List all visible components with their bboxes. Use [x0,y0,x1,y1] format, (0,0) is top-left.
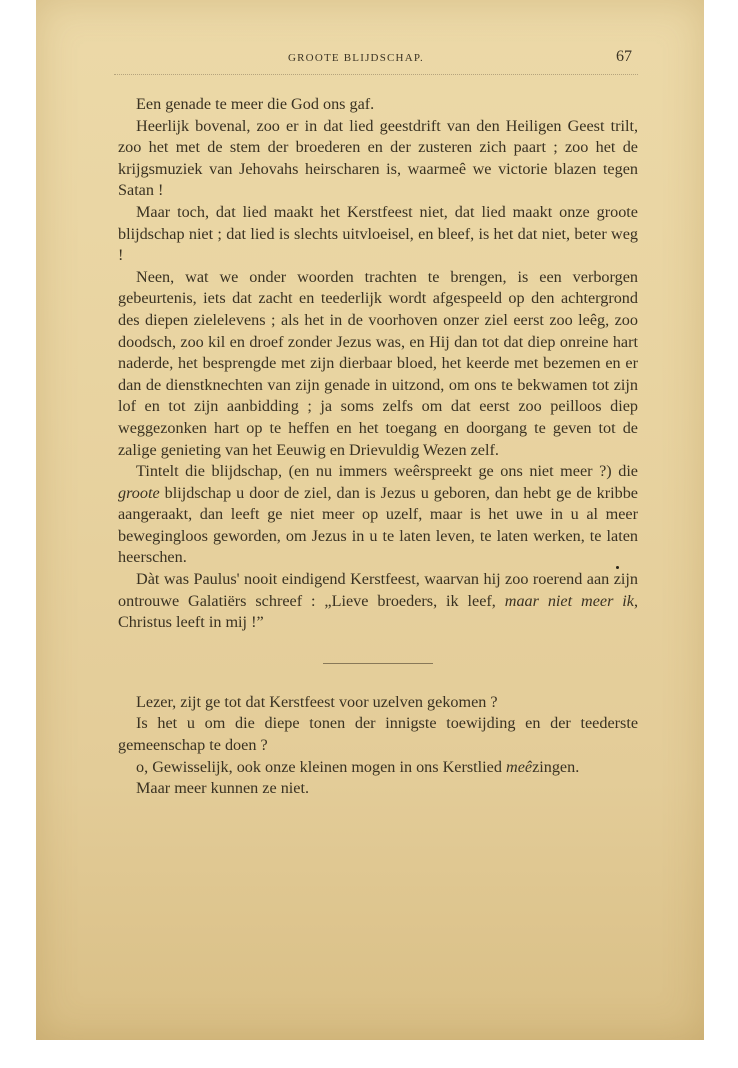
paragraph-6: Dàt was Paulus' nooit eindigend Kerstfeest, waarvan hij zoo roerend aan zijn ontrouwe Galatiërs schreef : „Lieve broeders, ik leef, maar niet meer ik, Christus leeft in mij !” [118,570,639,632]
page-body [118,94,638,800]
paragraph-10: Maar meer kunnen ze niet. [136,779,310,798]
header-rule [114,74,638,75]
running-title: GROOTE BLIJDSCHAP. [288,52,424,64]
paragraph-8: Is het u om die diepe tonen der innigste toewijding en der teederste gemeenschap te doen ? [118,714,638,755]
print-speck [616,566,619,569]
page-number: 67 [616,48,632,65]
paragraph-3: Maar toch, dat lied maakt het Kerstfeest niet, dat lied maakt onze groote blijdschap niet ; dat lied is slechts uitvloeisel, en bleef, is het dat niet, beter weg ! [118,202,638,265]
paragraph-2: Heerlijk bovenal, zoo er in dat lied geestdrift van den Heiligen Geest trilt, zoo het met de stem der broederen en der zusteren zich paart ; zoo het de krijgsmuziek van Jehovahs heirscharen is, waarmeê we victorie blazen tegen Satan ! [118,116,638,200]
italic-quote: maar niet meer ik [504,591,634,610]
paragraph-4: Neen, wat we onder woorden trachten te brengen, is een verborgen gebeurtenis, iets dat zacht en teederlijk wordt afgespeeld op den achtergrond des diepen zielelevens ; als het in de voorhoven onzer ziel eerst zoo leêg, zoo doodsch, zoo kil en droef zonder Jezus was, en Hij dan tot dat diep onreine hart naderde, het besprengde met zijn dierbaar bloed, het keerde met bezemen en er dan de dienstknechten van zijn genade in uitzond, om ons te bekwamen tot zijn lof en tot zijn aanbidding ; ja soms zelfs om dat eerst zoo peilloos diep weggezonken hart op te heffen en het toegang en doorgang te geven tot de zalige genieting van het Eeuwig en Drievuldig Wezen zelf. [118,267,638,459]
book-page [36,0,704,1040]
paragraph-9: o, Gewisselijk, ook onze kleinen mogen in ons Kerstlied meêzingen. [136,757,580,776]
paragraph-7: Lezer, zijt ge tot dat Kerstfeest voor uzelven gekomen ? [136,692,498,711]
paragraph-1: Een genade te meer die God ons gaf. [136,95,375,113]
closing-section [118,692,638,800]
italic-emphasis: meê [506,757,533,776]
page-header [36,48,704,68]
paragraph-5: Tintelt die blijdschap, (en nu immers weêrspreekt ge ons niet meer ?) die groote blijdschap u door de ziel, dan is Jezus u geboren, dan hebt ge de kribbe aangeraakt, dan leeft ge niet meer op uzelf, maar is het uwe in u al meer bewegingloos geworden, om Jezus in u te laten leven, te laten werken, te laten heerschen. [118,462,638,567]
italic-emphasis: groote [118,483,160,502]
section-divider [323,663,433,664]
